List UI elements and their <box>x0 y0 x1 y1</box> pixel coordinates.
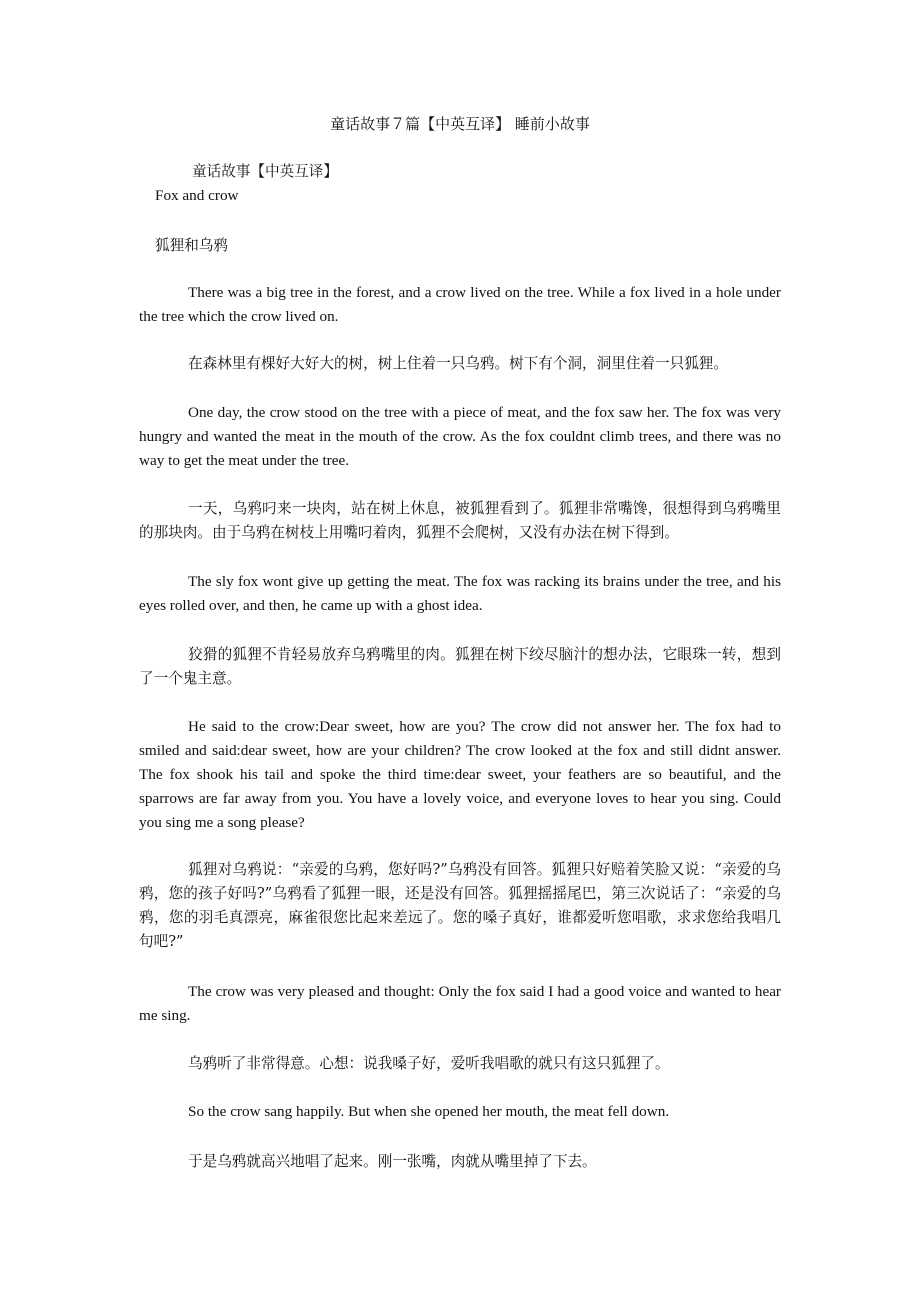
paragraph-zh-5: 乌鸦听了非常得意。心想：说我嗓子好，爱听我唱歌的就只有这只狐狸了。 <box>188 1055 670 1072</box>
paragraph-en-2: One day, the crow stood on the tree with a piece of meat, and the fox saw her. The fox was very hungry and wanted the meat in the mouth of the crow. As the fox couldnt climb trees, and there was no way to get the meat under the tree. <box>139 404 781 469</box>
paragraph-zh-1: 在森林里有棵好大好大的树，树上住着一只乌鸦。树下有个洞，洞里住着一只狐狸。 <box>188 355 728 372</box>
paragraph-en-1: There was a big tree in the forest, and a crow lived on the tree. While a fox lived in a hole under the tree which the crow lived on. <box>139 284 781 325</box>
paragraph-en-3: The sly fox wont give up getting the meat. The fox was racking its brains under the tree, and his eyes rolled over, and then, he came up with a ghost idea. <box>139 573 781 614</box>
story-title-chinese: 狐狸和乌鸦 <box>155 237 228 254</box>
section-heading: 童话故事【中英互译】 <box>192 163 338 180</box>
paragraph-zh-4: 狐狸对乌鸦说：“亲爱的乌鸦，您好吗?”乌鸦没有回答。狐狸只好赔着笑脸又说：“亲爱的乌鸦，您的孩子好吗?”乌鸦看了狐狸一眼，还是没有回答。狐狸摇摇尾巴，第三次说话了：“亲爱的乌鸦，您的羽毛真漂亮，麻雀很您比起来差远了。您的嗓子真好，谁都爱听您唱歌，求求您给我唱几句吧?” <box>139 861 781 950</box>
paragraph-en-5: The crow was very pleased and thought: Only the fox said I had a good voice and wanted to hear me sing. <box>139 983 781 1024</box>
story-title-english: Fox and crow <box>155 187 239 204</box>
paragraph-zh-2: 一天，乌鸦叼来一块肉，站在树上休息，被狐狸看到了。狐狸非常嘴馋，很想得到乌鸦嘴里的那块肉。由于乌鸦在树枝上用嘴叼着肉，狐狸不会爬树，又没有办法在树下得到。 <box>139 500 781 541</box>
paragraph-en-6: So the crow sang happily. But when she opened her mouth, the meat fell down. <box>188 1103 670 1120</box>
paragraph-zh-6: 于是乌鸦就高兴地唱了起来。刚一张嘴，肉就从嘴里掉了下去。 <box>188 1153 597 1170</box>
document-title: 童话故事７篇【中英互译】 睡前小故事 <box>330 115 590 133</box>
paragraph-en-4: He said to the crow:Dear sweet, how are you? The crow did not answer her. The fox had to smiled and said:dear sweet, how are your children? The crow looked at the fox and still didnt answer. The fox shook his tail and spoke the third time:dear sweet, your feathers are so beautiful, and the sparrows are far away from you. You have a lovely voice, and everyone loves to hear you sing. Could you sing me a song please? <box>139 718 781 831</box>
paragraph-zh-3: 狡猾的狐狸不肯轻易放弃乌鸦嘴里的肉。狐狸在树下绞尽脑汁的想办法，它眼珠一转，想到了一个鬼主意。 <box>139 646 781 687</box>
